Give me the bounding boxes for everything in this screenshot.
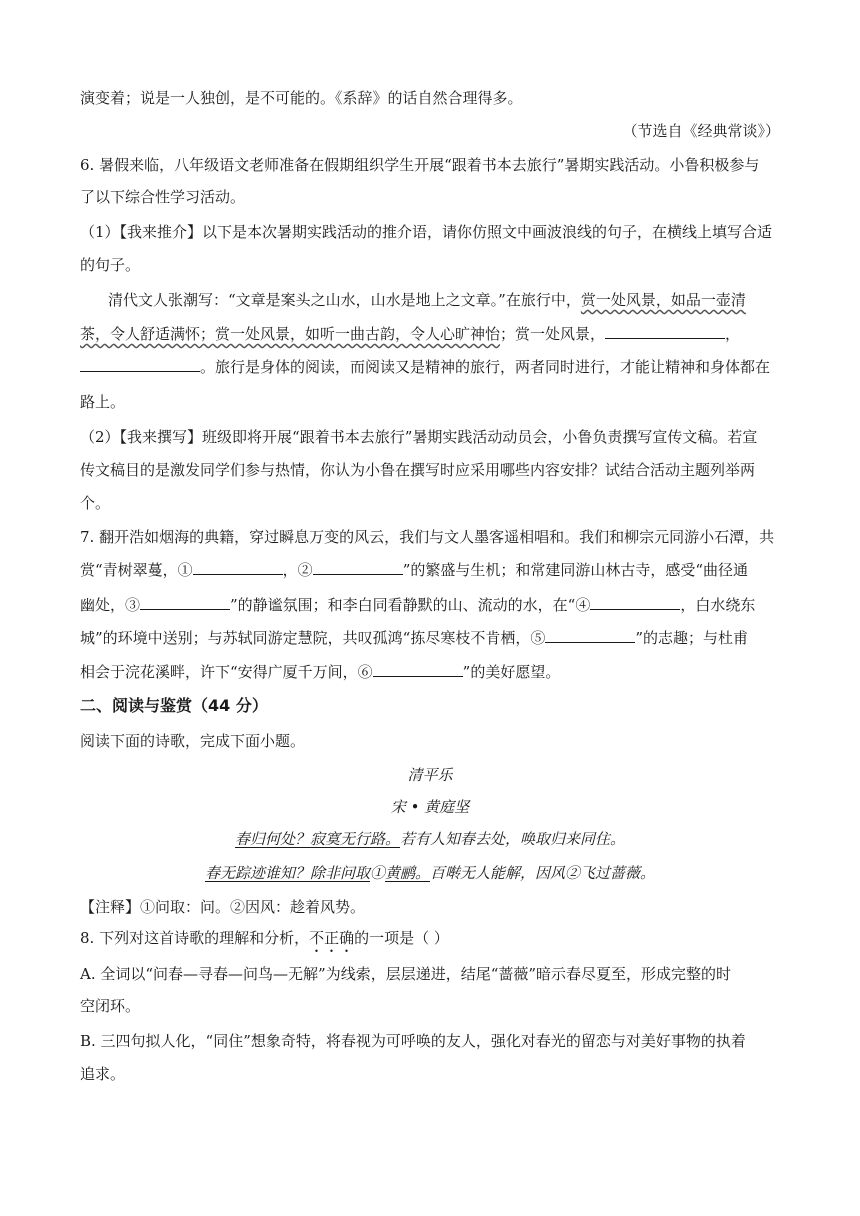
q6-part1-line-1: （1）【我来推介】以下是本次暑期实践活动的推介语，请你仿照文中画波浪线的句子，在横线上填写合适: [80, 223, 773, 241]
quote-continuation: ；赏一处风景，: [500, 325, 606, 343]
underlined-verse: 春归何处？寂寞无行路。: [234, 830, 400, 848]
quote-line-4: 路上。: [80, 393, 126, 411]
q7-line-1: 7. 翻开浩如烟海的典籍，穿过瞬息万变的风云，我们与文人墨客遥相唱和。我们和柳宗元同游小石潭，共: [80, 528, 775, 546]
blank-1[interactable]: [193, 560, 283, 575]
q7-text: 幽处，③: [80, 596, 141, 614]
q6-part2-line-2: 传文稿目的是激发同学们参与热情，你认为小鲁在撰写时应采用哪些内容安排？试结合活动主题列举两: [80, 461, 756, 479]
fill-blank-2[interactable]: [80, 357, 200, 372]
wavy-sentence-part-1: 赏一处风景，如品一壶清: [580, 291, 746, 309]
q8-stem: [80, 928, 780, 956]
poem-line-1: [80, 829, 780, 849]
note-marker: ①: [369, 864, 385, 882]
q7-text: 城”的环境中送别；与苏轼同游定慧院，共叹孤鸿“拣尽寒枝不肯栖，⑤: [80, 629, 546, 647]
q6-part1-line-2: 的句子。: [80, 256, 141, 274]
q7-text: ，白水绕东: [680, 596, 756, 614]
fill-blank-1[interactable]: [605, 324, 725, 339]
quote-conclusion: 。旅行是身体的阅读，而阅读又是精神的旅行，两者同时进行，才能让精神和身体都在: [200, 358, 771, 376]
q7-text: 相会于浣花溪畔，许下“安得广厦千万间，⑥: [80, 663, 373, 681]
blank-4[interactable]: [590, 595, 680, 610]
section-heading: 二、阅读与鉴赏（44 分）: [80, 696, 268, 715]
verse-text: 百啭无人能解，因风②飞过蔷薇。: [430, 864, 656, 882]
reading-instruction: 阅读下面的诗歌，完成下面小题。: [80, 732, 306, 750]
option-b-line-1[interactable]: B. 三四句拟人化，“同住”想象奇特，将春视为可呼唤的友人，强化对春光的留恋与对美好事物的执着: [80, 1032, 746, 1050]
quote-line-3: [80, 357, 780, 377]
option-a-line-1[interactable]: A. 全词以“问春—寻春—问鸟—无解”为线索，层层递进，结尾“蔷薇”暗示春尽夏至，形成完整的时: [80, 965, 732, 983]
emphasized-not-correct: 不正确: [309, 929, 355, 947]
q7-line-2: [80, 560, 780, 580]
source-note: （节选自《经典常谈》）: [622, 122, 780, 140]
q7-text: ”的静谧氛围；和李白同看静默的山、流动的水，在“④: [230, 596, 591, 614]
underlined-verse: 春无踪迹谁知？除非问取: [204, 864, 370, 882]
q7-line-3: [80, 595, 780, 615]
q6-part2-line-3: 个。: [80, 494, 111, 512]
poem-line-2: [80, 863, 780, 883]
poem-author: 宋 • 黄庭坚: [390, 798, 470, 816]
poem-notes: 【注释】①问取：问。②因风：趁着风势。: [80, 898, 366, 916]
q7-line-4: [80, 628, 780, 648]
quote-intro: 清代文人张潮写：“文章是案头之山水，山水是地上之文章。”在旅行中，: [108, 291, 581, 309]
verse-text: 若有人知春去处，唤取归来同住。: [400, 830, 626, 848]
poem-title: 清平乐: [407, 766, 453, 784]
blank-3[interactable]: [140, 595, 230, 610]
blank-6[interactable]: [373, 662, 463, 677]
wavy-sentence-part-2: 茶，令人舒适满怀；赏一处风景，如听一曲古韵，令人心旷神怡: [80, 325, 501, 343]
blank-2[interactable]: [313, 560, 403, 575]
q6-line-1: 6. 暑假来临，八年级语文老师准备在假期组织学生开展“跟着书本去旅行”暑期实践活动。小鲁积极参与: [80, 156, 760, 174]
q7-text: ”的繁盛与生机；和常建同游山林古寺，感受“曲径通: [402, 561, 749, 579]
passage-tail: 演变着；说是一人独创，是不可能的。《系辞》的话自然合理得多。: [80, 89, 523, 107]
option-b-line-2[interactable]: 追求。: [80, 1065, 126, 1083]
underlined-verse: 黄鹂。: [385, 864, 431, 882]
quote-line-2: 茶，令人舒适满怀；赏一处风景，如听一曲古韵，令人心旷神怡；赏一处风景， ，: [80, 325, 741, 343]
q6-line-2: 了以下综合性学习活动。: [80, 188, 246, 206]
q6-part2-line-1: （2）【我来撰写】班级即将开展“跟着书本去旅行”暑期实践活动动员会，小鲁负责撰写宣传文稿。若宣: [80, 428, 758, 446]
q8-text: 的一项是（ ）: [354, 929, 449, 947]
q7-text: ”的美好愿望。: [462, 663, 561, 681]
q7-text: ”的志趣；与杜甫: [635, 629, 749, 647]
quote-line-1: [108, 290, 780, 310]
q7-text: 赏“青树翠蔓，①: [80, 561, 193, 579]
q7-line-5: [80, 662, 780, 682]
q8-text: 8. 下列对这首诗歌的理解和分析，: [80, 929, 310, 947]
blank-5[interactable]: [545, 628, 635, 643]
q7-text: ，②: [282, 561, 313, 579]
option-a-line-2[interactable]: 空闭环。: [80, 997, 141, 1015]
